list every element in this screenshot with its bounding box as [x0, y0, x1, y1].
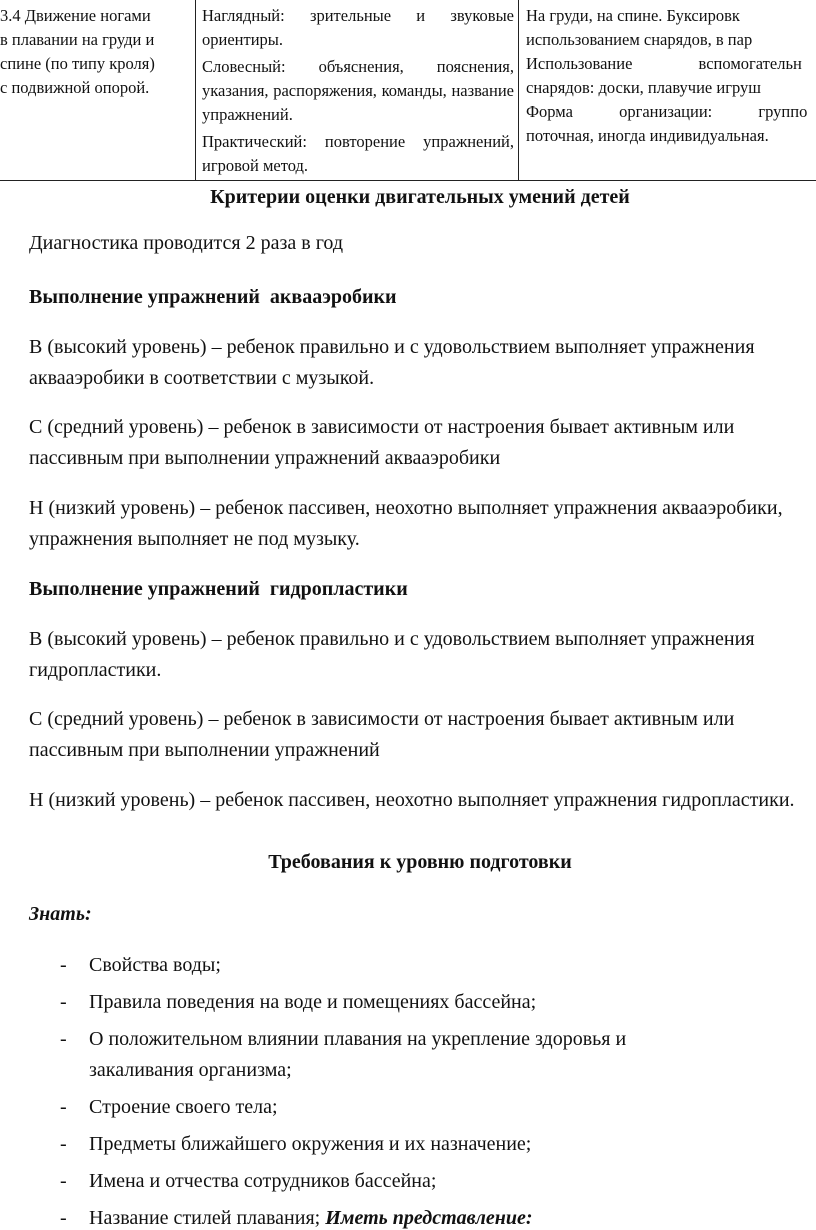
list-item-text: Строение своего тела;: [89, 1096, 278, 1118]
list-item-text: Имена и отчества сотрудников бассейна;: [89, 1170, 437, 1192]
dash-marker: -: [60, 991, 67, 1013]
list-item: [0, 987, 729, 1018]
table-cell-topic: [0, 4, 188, 100]
list-item: [0, 1024, 729, 1086]
list-item-text: О положительном влиянии плавания на укрепление здоровья и закаливания организма;: [89, 1028, 627, 1081]
organization-line: использованием снарядов, в пар: [526, 30, 753, 49]
dash-marker: -: [60, 1096, 67, 1118]
dash-marker: -: [60, 1133, 67, 1155]
topic-line: в плавании на груди и: [0, 30, 155, 49]
know-label: Знать:: [29, 903, 92, 925]
table-cell-methods: [202, 4, 514, 181]
aqua-high-level: В (высокий уровень) – ребенок правильно и с удовольствием выполняет упражнения аквааэробики в соответствии с музыкой.: [29, 336, 755, 389]
list-item: [0, 1203, 729, 1230]
requirements-title: Требования к уровню подготовки: [268, 851, 572, 873]
list-item: [0, 1166, 729, 1197]
list-item-text: Название стилей плавания;: [89, 1207, 321, 1229]
aqua-heading: Выполнение упражнений аквааэробики: [29, 286, 397, 308]
table-divider: [518, 0, 519, 180]
organization-line: Использование вспомогательн: [526, 54, 802, 73]
methods-practical: Практический: повторение упражнений, игровой метод.: [202, 132, 514, 175]
methods-verbal: Словесный: объяснения, пояснения, указания, распоряжения, команды, название упражнений.: [202, 57, 514, 124]
diagnostics-frequency: Диагностика проводится 2 раза в год: [29, 232, 344, 254]
hydro-high-level: В (высокий уровень) – ребенок правильно и с удовольствием выполняет упражнения гидропластики.: [29, 628, 755, 681]
hydro-low-level: Н (низкий уровень) – ребенок пассивен, неохотно выполняет упражнения гидропластики.: [29, 789, 795, 811]
dash-marker: -: [60, 1170, 67, 1192]
knowledge-list: [0, 950, 816, 1230]
table-divider: [195, 0, 196, 180]
have-idea-label: Иметь представление:: [325, 1207, 533, 1229]
list-item-text: Предметы ближайшего окружения и их назначение;: [89, 1133, 532, 1155]
aqua-mid-level: С (средний уровень) – ребенок в зависимости от настроения бывает активным или пассивным при выполнении упражнений аквааэробики: [29, 416, 735, 469]
list-item: [0, 950, 729, 981]
aqua-low-level: Н (низкий уровень) – ребенок пассивен, неохотно выполняет упражнения аквааэробики, упражнения выполняет не под музыку.: [29, 497, 783, 550]
topic-line: спине (по типу кроля): [0, 54, 155, 73]
methods-visual: Наглядный: зрительные и звуковые ориентиры.: [202, 6, 514, 49]
organization-line: снарядов: доски, плавучие игруш: [526, 78, 761, 97]
criteria-title: Критерии оценки двигательных умений детей: [210, 186, 630, 208]
dash-marker: -: [60, 1028, 67, 1050]
list-item-text: Правила поведения на воде и помещениях бассейна;: [89, 991, 537, 1013]
table-cell-organization: [526, 4, 816, 148]
topic-line: 3.4 Движение ногами: [0, 6, 151, 25]
table-bottom-border: [0, 180, 816, 181]
list-item: [0, 1129, 729, 1160]
methods-table: [0, 0, 816, 180]
hydro-mid-level: С (средний уровень) – ребенок в зависимости от настроения бывает активным или пассивным при выполнении упражнений: [29, 708, 735, 761]
hydro-heading: Выполнение упражнений гидропластики: [29, 578, 408, 600]
organization-line: На груди, на спине. Буксировк: [526, 6, 740, 25]
organization-line: поточная, иногда индивидуальная.: [526, 126, 769, 145]
list-item-text: Свойства воды;: [89, 954, 221, 976]
list-item: [0, 1092, 729, 1123]
dash-marker: -: [60, 1207, 67, 1229]
organization-line: Форма организации: группо: [526, 102, 808, 121]
dash-marker: -: [60, 954, 67, 976]
topic-line: с подвижной опорой.: [0, 78, 150, 97]
